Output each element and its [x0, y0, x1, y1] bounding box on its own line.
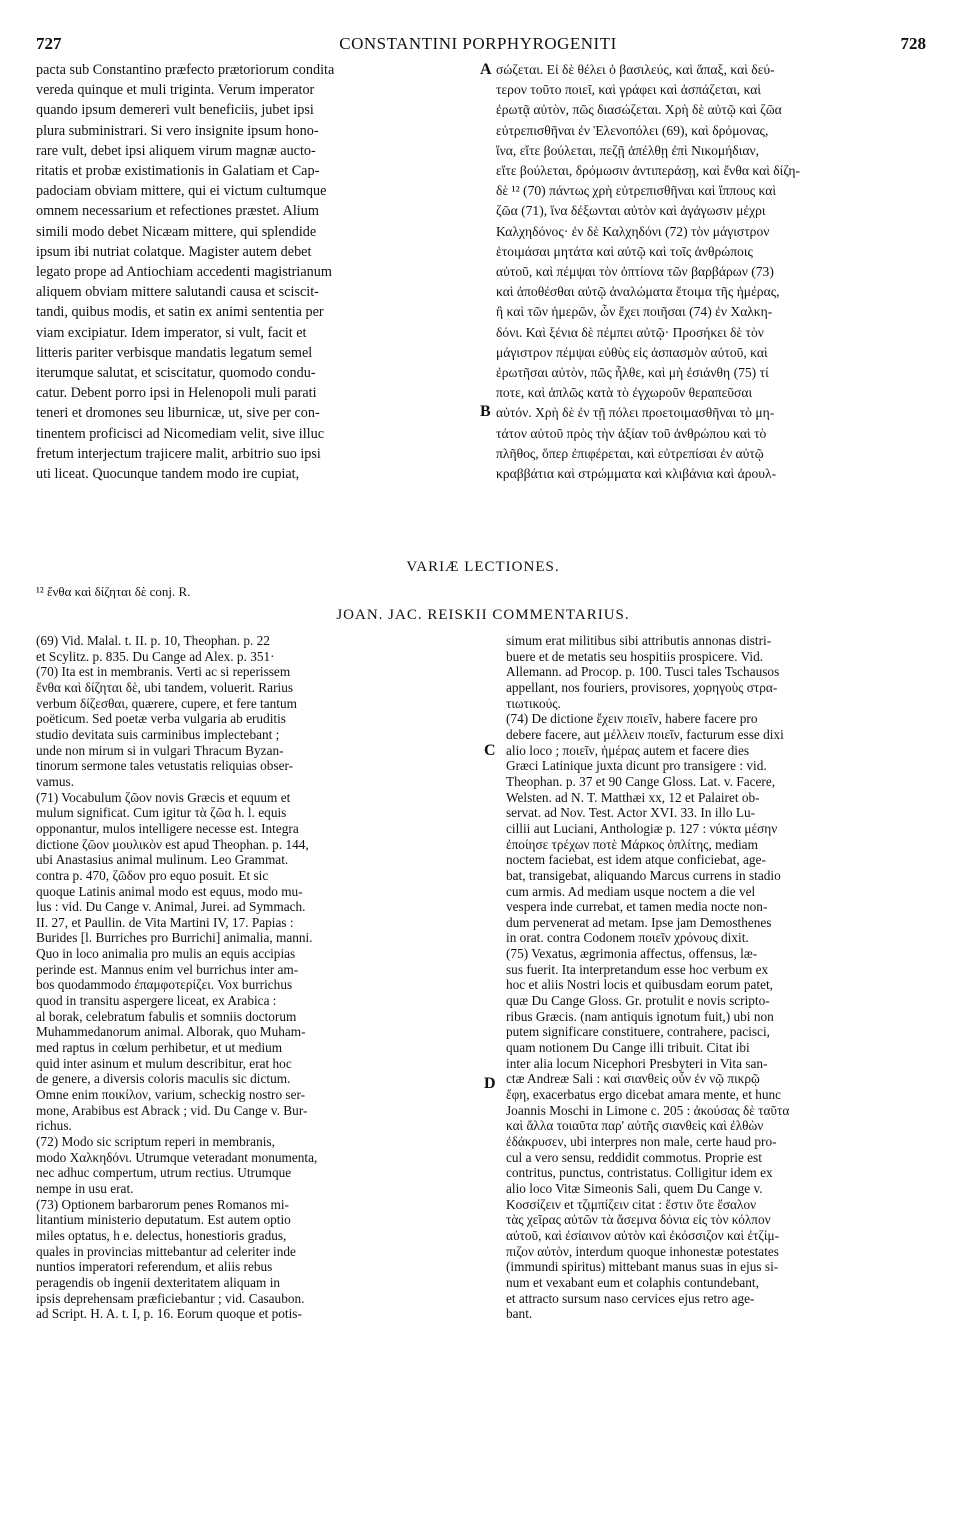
greek-text-column: σώζεται. Εἰ δὲ θέλει ὁ βασιλεύς, καὶ ἅπαξ, καὶ δεύ- τερον τοῦτο ποιεῖ, καὶ γράφει καὶ ἀσπάζεται, καὶ ἐρωτᾷ αὐτὸν, πῶς διασώζεται. Χρὴ δὲ αὐτῷ καὶ ζῶα εὐτρεπισθῆναι ἐν Ἑλενοπόλει (69), καὶ δρόμονας, ἵνα, εἴτε βούλεται, πεζῇ ἀπέλθῃ ἐπὶ Νικομήδιαν, εἴτε βούλεται, δρόμωσιν ἀντιπεράσῃ, καὶ ἔνθα καὶ δίζη- δὲ ¹² (70) πάντως χρὴ εὐτρεπισθῆναι καὶ ἵππους καὶ ζῶα (71), ἵνα δέξωνται αὐτὸν καὶ ἀγάγωσιν μέχρι Καλχηδόνος· ἐν δὲ Καλχηδόνι (72) τὸν μάγιστρον ἑτοιμάσαι μητάτα καὶ αὐτῷ καὶ τοῖς ἀνθρώποις αὐτοῦ, καὶ πέμψαι τὸν ὀπτίονα τῶν βαρβάρων (73) καὶ ἀποθέσθαι αὐτῷ ἀναλώματα ἕτοιμα τῆς ἡμέρας, ἢ καὶ τῶν ἡμερῶν, ὧν ἔχει ποιῆσαι (74) ἐν Χαλκη- δόνι. Καὶ ξένια δὲ πέμπει αὐτῷ· Προσήκει δὲ τὸν μάγιστρον πέμψαι εὐθὺς εἰς ἀσπασμὸν αὐτοῦ, καὶ ἐρωτῆσαι αὐτὸν, πῶς ἦλθε, καὶ μὴ ἐσιάνθη (75) τί ποτε, καὶ ἁπλῶς κατὰ τὸ ἐγχωροῦν θεραπεῦσαι αὐτόν. Χρὴ δὲ ἐν τῇ πόλει προετοιμασθῆναι τὸ μη- τάτον αὐτοῦ πρὸς τὴν ἀξίαν τοῦ ἀνθρώπου καὶ τὸ πλῆθος, ὅπερ ἐπιφέρεται, καὶ εὐτρεπίσαι ἐν αὐτῷ κραββάτια καὶ στρώμματα καὶ κλιβάνια καὶ ἀρουλ- [496, 62, 801, 482]
running-title: CONSTANTINI PORPHYROGENITI [339, 34, 617, 53]
left-page-number: 727 [36, 34, 62, 53]
margin-letter-a: A [480, 61, 492, 78]
variae-lectiones-heading: VARIÆ LECTIONES. [406, 559, 560, 575]
variant-reading-note: ¹² ἔνθα καὶ δίζηται δὲ conj. R. [36, 584, 191, 599]
latin-translation-column: pacta sub Constantino præfecto prætoriorum condita vereda quinque et muli triginta. Verum imperator quando ipsum demereri vult beneficiis, jubet ipsi plura subministrari. Si vero insignite ipsum hono- rare vult, debet ipsi aliquem virum magnæ aucto- ritatis et probæ existimationis in Galatiam et Cap- padociam obviam mittere, qui ei victum cultumque omnem necessarium et refectiones præstet. Alium simili modo debet Nicæam mittere, qui splendide ipsum ibi nutriat colatque. Magister autem debet legato prope ad Antiochiam accedenti magistrianum aliquem obviam mittere salutandi causa et sciscit- tandi, quibus modis, et satin ex animi sententia per viam excipiatur. Idem imperator, si vult, facit et litteris pariter verbisque mandatis legatum semel iterumque salutat, et sciscitatur, quomodo condu- catur. Debent porro ipsi in Helenopoli muli parati teneri et dromones seu liburnicæ, ut, sive per con- tinentem proficisci ad Nicomediam velit, sive illuc fretum interjectum trajicere malit, arbitrio suo ipsi uti liceat. Quocunque tandem modo ire cupiat, [36, 62, 335, 483]
commentary-right-column: simum erat militibus sibi attributis annonas distri- buere et de metatis seu hospitiis prospicere. Vid. Allemann. ad Procop. p. 100. Tusci tales Tschausos appellant, nos fouriers, provisores, χορηγοὺς στρα- τιωτικούς. (74) De dictione ἔχειν ποιεῖν, habere facere pro debere facere, aut μέλλειν ποιεῖν, facturum esse dixi alio loco ; ποιεῖν, ἡμέρας autem et facere dies Græci Latinique juxta dicunt pro transigere : vid. Theophan. p. 37 et 90 Cange Gloss. Lat. v. Facere, Welsten. ad N. T. Matthæi xx, 12 et Palairet ob- servat. ad Nov. Test. Actor XVI. 33. In illo Lu- cillii aut Luciani, Anthologiæ p. 127 : νύκτα μέσην ἐποίησε τρέχων ποτὲ Μάρκος ὁπλίτης, mediam noctem faciebat, est idem atque conficiebat, age- bat, transigebat, aliquando Marcus currens in stadio cum armis. Ad mediam usque noctem a die vel vespera inde currebat, et tamen media nocte non- dum pervenerat ad metam. Ipse jam Demosthenes in orat. contra Codonem ποιεῖν χρόνους dixit. (75) Vexatus, ægrimonia affectus, offensus, læ- sus fuerit. Ita interpretandum esse hoc verbum ex hoc et aliis Nostri locis et quibusdam eorum patet, quæ Du Cange Gloss. Gr. protulit e novis scripto- ribus Græcis. (nam antiquis ignotum fuit,) ubi non putem significare constituere, contrahere, pacisci, quam notionem Du Cange illi tribuit. Citat ibi inter alia locum Nicephori Presbyteri in Vita san- ctæ Andreæ Sali : καὶ σιανθεὶς οὖν ἐν νῷ πικρῷ ἔφη, exacerbatus ergo dicebat amara mente, et hunc Joannis Moschi in Limone c. 205 : ἀκούσας δὲ ταῦτα καὶ ἄλλα τοιαῦτα παρ' αὐτῆς σιανθεὶς καὶ ἐλθὼν ἐδάκρυσεν, ubi interpres non male, certe haud pro- cul a vero sensu, reddidit commotus. Proprie est contritus, punctus, contristatus. Colligitur idem ex alio loco Vitæ Simeonis Sali, quem Du Cange v. Κοσσίζειν et τζιμπίζειν citat : ἔστιν ὅτε ἔσαλον τὰς χεῖρας αὐτῶν τὰ ἄσεμνα δόνια εἰς τὸν κόλπον αὐτοῦ, καὶ ἐσίαινον αὐτὸν καὶ ἐκόσσιζον καὶ ἐτζίμ- πιζον αὐτὸν, interdum quoque inhonestæ potestates (immundi spiritus) mittebant manus suas in ejus si- num et vexabant eum et colaphis contundebant, et attracto sursum naso cervices ejus retro age- bant. [506, 633, 790, 1322]
commentary-left-column: (69) Vid. Malal. t. II. p. 10, Theophan. p. 22 et Scylitz. p. 835. Du Cange ad Alex. p. 351· (70) Ita est in membranis. Verti ac si reperissem ἔνθα καὶ δίζηται δὲ, ubi tandem, voluerit. Rarius verbum δίζεσθαι, quærere, cupere, et fere tantum poëticum. Sed poetæ verba vulgaria ab eruditis studio devitata suis carminibus implectebant ; unde non mirum si in vulgari Thracum Byzan- tinorum sermone tales vetustatis reliquias obser- vamus. (71) Vocabulum ζῶον novis Græcis et equum et mulum significat. Cum igitur τὰ ζῶα h. l. equis opponantur, mulos intelligere necesse est. Integra dictione ζῶον μουλικὸν est apud Theophan. p. 144, ubi Anastasius animal mulinum. Leo Grammat. contra p. 470, ζῶδον pro equo posuit. Et sic quoque Latinis animal modo est equus, modo mu- lus : vid. Du Cange v. Animal, Jurei. ad Symmach. II. 27, et Paullin. de Vita Martini IV, 17. Papias : Burides [l. Burriches pro Burrichi] animalia, manni. Quo in loco animalia pro mulis an equis accipias perinde est. Mannus enim vel burrichus inter am- bos quodammodo ἐπαμφοτερίζει. Vox burrichus quod in transitu aspergere liceat, ex Arabica : al borak, celebratum fabulis et somniis doctorum Muhammedanorum animal. Alborak, quo Muham- med raptus in cœlum perhibetur, et ut medium quid inter asinum et mulum describitur, erat hoc de genere, a diversis coloris maculis sic dictum. Omne enim ποικίλον, varium, scheckig nostro ser- mone, Arabibus est Abrack ; vid. Du Cange v. Bur- richus. (72) Modo sic scriptum reperi in membranis, modo Χαλκηδόνι. Utrumque veteradant monumenta, nec adhuc compertum, utrum rectius. Utrumque nempe in usu erat. (73) Optionem barbarorum penes Romanos mi- litantium ministerio deputatum. Est autem optio miles optatus, h e. delectus, honestioris gradus, quales in provincias mittebantur ad celeriter inde nuntios imperatori referendum, et aliis rebus peragendis ob ingenii dexteritatem aliquam in ipsis deprehensam præficiebantur ; vid. Casaubon. ad Script. H. A. t. I, p. 16. Eorum quoque et potis- [36, 633, 318, 1322]
right-page-number: 728 [900, 34, 926, 53]
margin-letter-b: B [480, 403, 491, 420]
running-header [30, 34, 926, 60]
margin-letter-c: C [484, 742, 496, 759]
margin-letter-d: D [484, 1075, 496, 1092]
commentary-heading: JOAN. JAC. REISKII COMMENTARIUS. [336, 607, 630, 623]
